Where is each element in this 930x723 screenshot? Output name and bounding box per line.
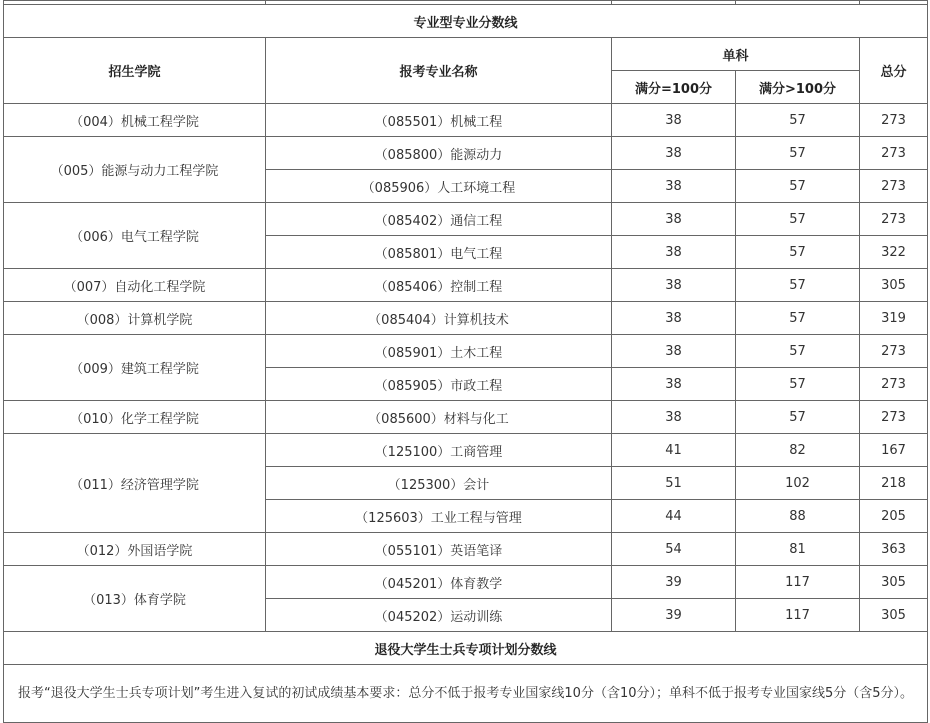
- college-cell: （005）能源与动力工程学院: [4, 137, 266, 203]
- single-over100-cell: 57: [736, 236, 860, 269]
- table-row: [4, 533, 928, 566]
- total-cell: 273: [860, 137, 928, 170]
- major-cell: （085906）人工环境工程: [266, 170, 612, 203]
- college-cell: （004）机械工程学院: [4, 104, 266, 137]
- header-major: 报考专业名称: [266, 38, 612, 104]
- single-over100-cell: 57: [736, 104, 860, 137]
- single-over100-cell: 57: [736, 335, 860, 368]
- single-100-cell: 38: [612, 203, 736, 236]
- single-100-cell: 38: [612, 368, 736, 401]
- college-cell: （006）电气工程学院: [4, 203, 266, 269]
- college-cell: （009）建筑工程学院: [4, 335, 266, 401]
- major-cell: （125100）工商管理: [266, 434, 612, 467]
- table-row: [4, 269, 928, 302]
- header-single-100: 满分=100分: [612, 71, 736, 104]
- single-over100-cell: 81: [736, 533, 860, 566]
- single-100-cell: 38: [612, 335, 736, 368]
- section-title-row: [4, 5, 928, 38]
- major-cell: （085501）机械工程: [266, 104, 612, 137]
- single-over100-cell: 57: [736, 137, 860, 170]
- major-cell: （085406）控制工程: [266, 269, 612, 302]
- total-cell: 273: [860, 203, 928, 236]
- total-cell: 205: [860, 500, 928, 533]
- header-single-over100: 满分>100分: [736, 71, 860, 104]
- header-single: 单科: [612, 38, 860, 71]
- single-100-cell: 38: [612, 302, 736, 335]
- total-cell: 305: [860, 599, 928, 632]
- college-cell: （008）计算机学院: [4, 302, 266, 335]
- major-cell: （085404）计算机技术: [266, 302, 612, 335]
- table-row: [4, 203, 928, 236]
- single-100-cell: 39: [612, 599, 736, 632]
- total-cell: 363: [860, 533, 928, 566]
- single-over100-cell: 57: [736, 368, 860, 401]
- single-over100-cell: 57: [736, 170, 860, 203]
- table-row: [4, 566, 928, 599]
- single-over100-cell: 57: [736, 302, 860, 335]
- total-cell: 305: [860, 566, 928, 599]
- table-row: [4, 104, 928, 137]
- college-cell: （012）外国语学院: [4, 533, 266, 566]
- veteran-note-row: [4, 665, 928, 723]
- major-cell: （125300）会计: [266, 467, 612, 500]
- veteran-title-row: [4, 632, 928, 665]
- total-cell: 305: [860, 269, 928, 302]
- veteran-title: 退役大学生士兵专项计划分数线: [4, 632, 928, 665]
- major-cell: （085402）通信工程: [266, 203, 612, 236]
- major-cell: （085905）市政工程: [266, 368, 612, 401]
- single-over100-cell: 82: [736, 434, 860, 467]
- total-cell: 273: [860, 368, 928, 401]
- single-100-cell: 39: [612, 566, 736, 599]
- single-100-cell: 38: [612, 401, 736, 434]
- total-cell: 273: [860, 170, 928, 203]
- veteran-note: 报考“退役大学生士兵专项计划”考生进入复试的初试成绩基本要求：总分不低于报考专业国家线10分（含10分）；单科不低于报考专业国家线5分（含5分）。: [4, 665, 928, 723]
- single-100-cell: 38: [612, 104, 736, 137]
- college-cell: （013）体育学院: [4, 566, 266, 632]
- total-cell: 167: [860, 434, 928, 467]
- total-cell: 273: [860, 335, 928, 368]
- major-cell: （085801）电气工程: [266, 236, 612, 269]
- single-100-cell: 44: [612, 500, 736, 533]
- major-cell: （085600）材料与化工: [266, 401, 612, 434]
- total-cell: 322: [860, 236, 928, 269]
- total-cell: 319: [860, 302, 928, 335]
- score-table: [3, 0, 928, 723]
- single-100-cell: 51: [612, 467, 736, 500]
- single-over100-cell: 57: [736, 401, 860, 434]
- major-cell: （125603）工业工程与管理: [266, 500, 612, 533]
- single-100-cell: 41: [612, 434, 736, 467]
- major-cell: （045202）运动训练: [266, 599, 612, 632]
- section-title: 专业型专业分数线: [4, 5, 928, 38]
- header-total: 总分: [860, 38, 928, 104]
- major-cell: （085800）能源动力: [266, 137, 612, 170]
- major-cell: （045201）体育教学: [266, 566, 612, 599]
- table-row: [4, 434, 928, 467]
- college-cell: （010）化学工程学院: [4, 401, 266, 434]
- table-row: [4, 401, 928, 434]
- table-row: [4, 335, 928, 368]
- header-row: [4, 38, 928, 71]
- single-100-cell: 38: [612, 269, 736, 302]
- single-over100-cell: 102: [736, 467, 860, 500]
- single-100-cell: 38: [612, 236, 736, 269]
- single-over100-cell: 117: [736, 599, 860, 632]
- college-cell: （007）自动化工程学院: [4, 269, 266, 302]
- total-cell: 273: [860, 401, 928, 434]
- college-cell: （011）经济管理学院: [4, 434, 266, 533]
- single-over100-cell: 88: [736, 500, 860, 533]
- single-100-cell: 54: [612, 533, 736, 566]
- total-cell: 273: [860, 104, 928, 137]
- major-cell: （085901）土木工程: [266, 335, 612, 368]
- single-over100-cell: 57: [736, 203, 860, 236]
- table-row: [4, 302, 928, 335]
- total-cell: 218: [860, 467, 928, 500]
- table-row: [4, 137, 928, 170]
- single-100-cell: 38: [612, 170, 736, 203]
- single-over100-cell: 117: [736, 566, 860, 599]
- single-100-cell: 38: [612, 137, 736, 170]
- major-cell: （055101）英语笔译: [266, 533, 612, 566]
- header-college: 招生学院: [4, 38, 266, 104]
- single-over100-cell: 57: [736, 269, 860, 302]
